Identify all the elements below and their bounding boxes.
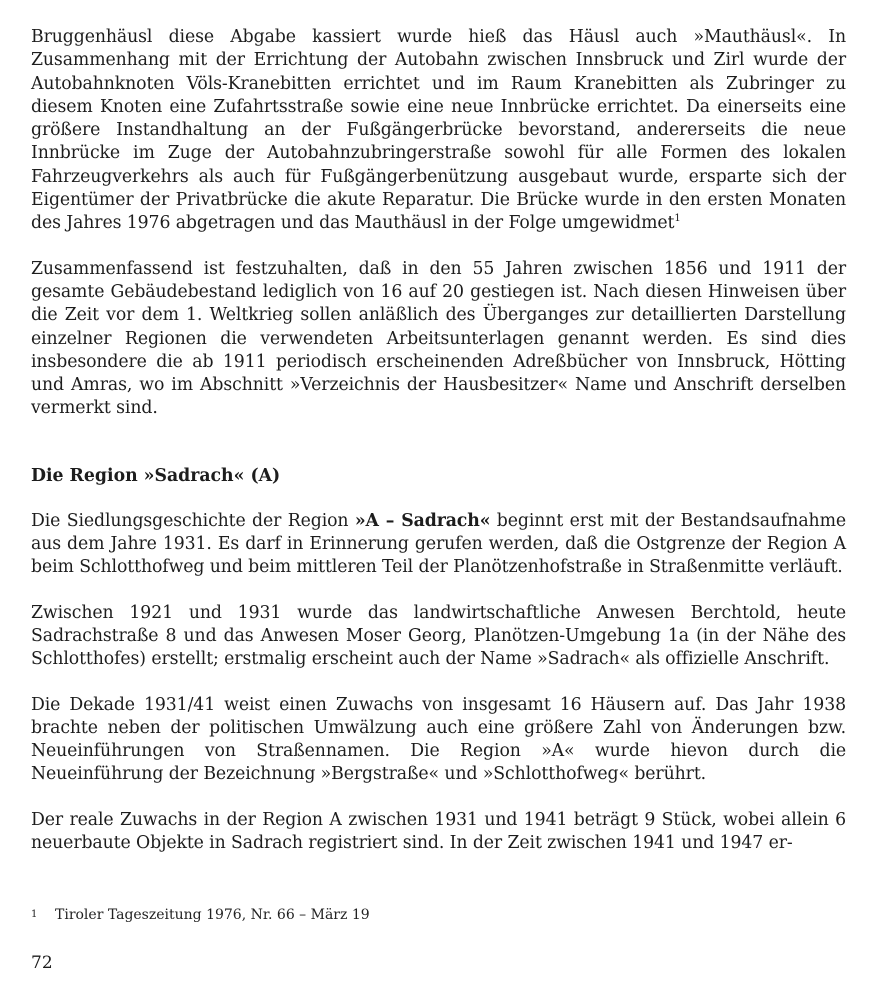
paragraph-mauthaeusl [31, 26, 846, 236]
spacer [31, 672, 846, 694]
spacer [31, 488, 846, 510]
paragraph-growth: Der reale Zuwachs in der Region A zwischen 1931 und 1941 beträgt 9 Stück, wobei allein 6 neuerbaute Objekte in Sadrach registriert sind. In der Zeit zwischen 1941 und 1947 er- [31, 809, 846, 854]
intro-text-after: beginnt erst mit der Bestandsaufnahme aus dem Jahre 1931. Es darf in Erinnerung gerufen werden, daß die Ostgrenze der Region A beim Schlotthofweg und beim mittleren Teil der Planötzenhofstraße in Straßenmitte verläuft. [31, 510, 846, 578]
region-name-bold: »A – Sadrach« [354, 510, 491, 531]
section-heading: Die Region »Sadrach« (A) [31, 465, 281, 486]
paragraph-berchtold: Zwischen 1921 und 1931 wurde das landwirtschaftliche Anwesen Berchtold, heute Sadrachstraße 8 und das Anwesen Moser Georg, Planötzen-Umgebung 1a (in der Nähe des Schlotthofes) erstellt; erstmalig erscheint auch der Name »Sadrach« als offizielle Anschrift. [31, 602, 846, 670]
page-content [31, 26, 846, 855]
footnote [31, 906, 370, 924]
paragraph-decade: Die Dekade 1931/41 weist einen Zuwachs von insgesamt 16 Häusern auf. Das Jahr 1938 brachte neben der politischen Umwälzung auch eine größere Zahl von Änderungen bzw. Neueinführungen von Straßennamen. Die Region »A« wurde hievon durch die Neueinführung der Bezeichnung »Bergstraße« und »Schlotthofweg« berührt. [31, 694, 846, 785]
page-number: 72 [31, 953, 53, 973]
spacer [31, 236, 846, 258]
footnote-text: Tiroler Tageszeitung 1976, Nr. 66 – März 19 [55, 907, 370, 923]
spacer [31, 421, 846, 465]
footnote-reference[interactable]: 1 [674, 213, 681, 225]
paragraph-region-intro [31, 510, 846, 580]
spacer [31, 787, 846, 809]
paragraph-summary: Zusammenfassend ist festzuhalten, daß in den 55 Jahren zwischen 1856 und 1911 der gesamte Gebäudebestand lediglich von 16 auf 20 gestiegen ist. Nach diesen Hinweisen über die Zeit vor dem 1. Weltkrieg sollen anläßlich des Überganges zur detaillierten Darstellung einzelner Regionen die verwendeten Arbeitsunterlagen genannt werden. Es sind dies insbesondere die ab 1911 periodisch erscheinenden Adreßbücher von Innsbruck, Hötting und Amras, wo im Abschnitt »Verzeichnis der Hausbesitzer« Name und Anschrift derselben vermerkt sind. [31, 258, 846, 419]
spacer [31, 580, 846, 602]
intro-text-before: Die Siedlungsgeschichte der Region [31, 510, 355, 531]
footnote-mark: 1 [31, 909, 38, 920]
paragraph-text: Bruggenhäusl diese Abgabe kassiert wurde hieß das Häusl auch »Mauthäusl«. In Zusammenhang mit der Errichtung der Autobahn zwischen Innsbruck und Zirl wurde der Autobahnknoten Völs-Kranebitten errichtet und im Raum Kranebitten als Zubringer zu diesem Knoten eine Zufahrtsstraße sowie eine neue Innbrücke errichtet. Da einerseits eine größere Instandhaltung an der Fußgängerbrücke bevorstand, andererseits die neue Innbrücke im Zuge der Autobahnzubringerstraße sowohl für alle Formen des lokalen Fahrzeugverkehrs als auch für Fußgängerbenützung ausgebaut wurde, ersparte sich der Eigentümer der Privatbrücke die akute Reparatur. Die Brücke wurde in den ersten Monaten des Jahres 1976 abgetragen und das Mauthäusl in der Folge umgewidmet [31, 27, 846, 234]
